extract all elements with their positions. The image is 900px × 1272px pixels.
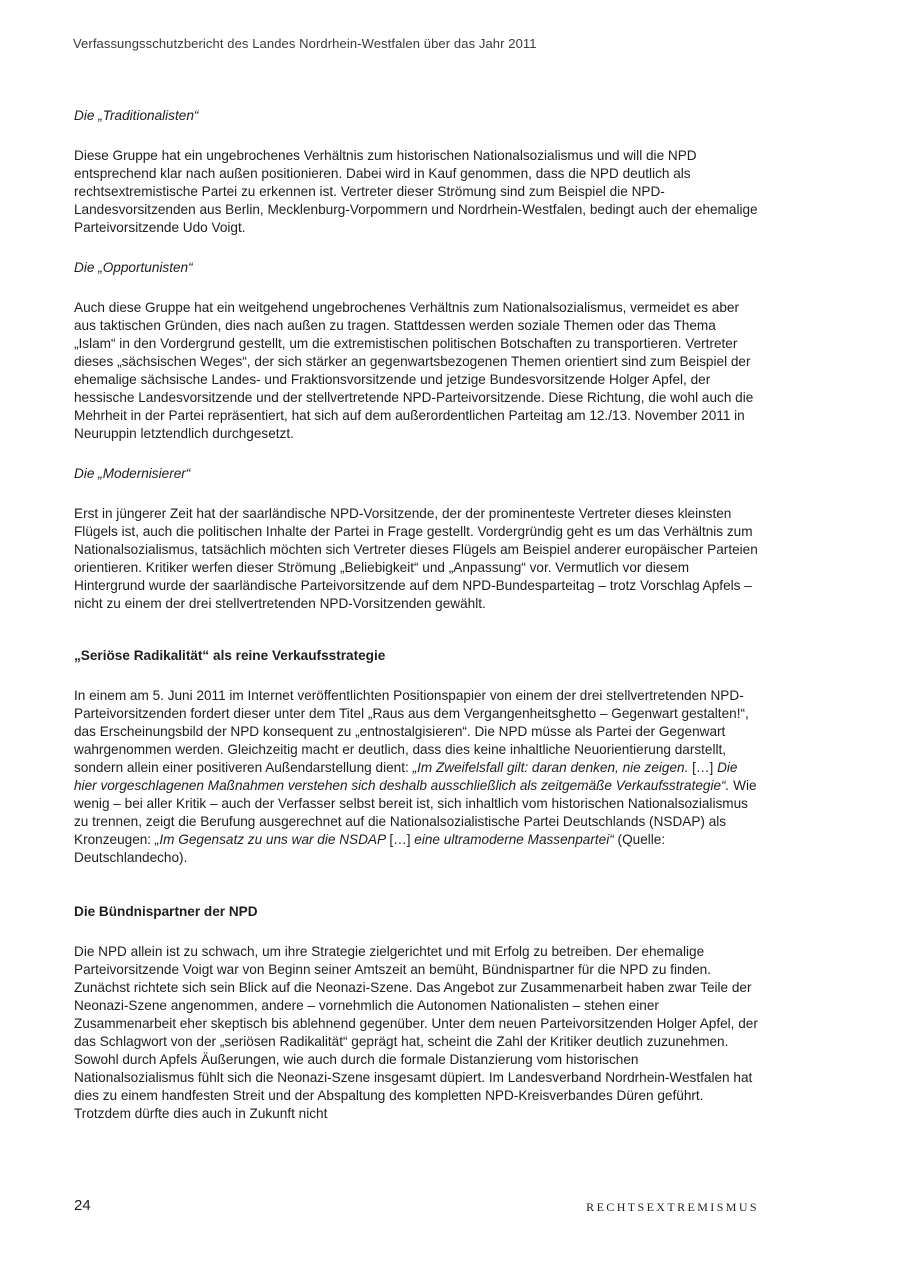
page-number: 24	[74, 1197, 91, 1214]
page-body	[74, 107, 760, 1145]
radikalitaet-text-3: (Quelle: Deutschlandecho).	[74, 832, 666, 865]
section-heading-radikalitaet: „Seriöse Radikalität“ als reine Verkaufsstrategie	[74, 648, 386, 663]
radikalitaet-text-2: Wie wenig – bei aller Kritik – auch der Verfasser selbst bereit ist, sich inhaltlich vom historischen Nationalsozialismus zu trennen, zeigt die Berufung ausgerechnet auf die Nationalsozialistische Partei Deutschlands (NSDAP) als Kronzeugen:	[74, 778, 757, 847]
radikalitaet-quote-1: „Im Zweifelsfall gilt: daran denken, nie zeigen.	[412, 760, 693, 775]
radikalitaet-quote-3: „Im Gegensatz zu uns war die NSDAP	[154, 832, 390, 847]
paragraph-traditionalisten: Diese Gruppe hat ein ungebrochenes Verhältnis zum historischen Nationalsozialismus und will die NPD entsprechend klar nach außen positionieren. Dabei wird in Kauf genommen, dass die NPD deutlich als rechtsextremistische Partei zu erkennen ist. Vertreter dieser Strömung sind zum Beispiel die NPD-Landesvorsitzenden aus Berlin, Mecklenburg-Vorpommern und Nordrhein-Westfalen, bedingt auch der ehemalige Parteivorsitzende Udo Voigt.	[74, 148, 758, 235]
subheading-traditionalisten: Die „Traditionalisten“	[74, 108, 199, 123]
subheading-modernisierer: Die „Modernisierer“	[74, 466, 191, 481]
radikalitaet-ellipsis-2: […]	[389, 832, 411, 847]
paragraph-opportunisten: Auch diese Gruppe hat ein weitgehend ungebrochenes Verhältnis zum Nationalsozialismus, vermeidet es aber aus taktischen Gründen, dies nach außen zu tragen. Stattdessen werden soziale Themen oder das Thema „Islam“ in den Vordergrund gestellt, um die extremistischen politischen Botschaften zu transportieren. Vertreter dieses „sächsischen Weges“, der sich stärker an gegenwartsbezogenen Themen orientiert sind zum Beispiel der ehemalige sächsische Landes- und Fraktionsvorsitzende und jetzige Bundesvorsitzende Holger Apfel, der hessische Landesvorsitzende und der stellvertretende NPD-Parteivorsitzende. Diese Richtung, die wohl auch die Mehrheit in der Partei repräsentiert, hat sich auf dem außerordentlichen Parteitag am 12./13. November 2011 in Neuruppin letztendlich durchgesetzt.	[74, 300, 754, 441]
section-heading-buendnispartner: Die Bündnispartner der NPD	[74, 904, 258, 919]
subheading-opportunisten: Die „Opportunisten“	[74, 260, 193, 275]
radikalitaet-quote-4: eine ultramoderne Massenpartei“	[410, 832, 614, 847]
paragraph-modernisierer: Erst in jüngerer Zeit hat der saarländische NPD-Vorsitzende, der der prominenteste Vertreter dieses kleinsten Flügels ist, auch die politischen Inhalte der Partei in Frage gestellt. Vordergründig geht es um das Verhältnis zum Nationalsozialismus, tatsächlich möchten sich Vertreter dieses Flügels am Beispiel anderer europäischer Parteien orientieren. Kritiker werfen dieser Strömung „Beliebigkeit“ und „Anpassung“ vor. Vermutlich vor diesem Hintergrund wurde der saarländische Parteivorsitzende auf dem NPD-Bundesparteitag – trotz Vorschlag Apfels – nicht zu einem der drei stellvertretenden NPD-Vorsitzenden gewählt.	[74, 506, 758, 611]
radikalitaet-ellipsis-1: […]	[692, 760, 714, 775]
footer-section-label: RECHTSEXTREMISMUS	[586, 1200, 759, 1214]
radikalitaet-quote-2: Die hier vorgeschlagenen Maßnahmen verstehen sich deshalb ausschließlich als zeitgemäße Verkaufsstrategie“.	[74, 760, 738, 793]
paragraph-buendnispartner: Die NPD allein ist zu schwach, um ihre Strategie zielgerichtet und mit Erfolg zu betreiben. Der ehemalige Parteivorsitzende Voigt war von Beginn seiner Amtszeit an bemüht, Bündnispartner für die NPD zu finden. Zunächst richtete sich sein Blick auf die Neonazi-Szene. Das Angebot zur Zusammenarbeit haben zwar Teile der Neonazi-Szene angenommen, andere – vornehmlich die Autonomen Nationalisten – stehen einer Zusammenarbeit eher skeptisch bis ablehnend gegenüber. Unter dem neuen Parteivorsitzenden Holger Apfel, der das Schlagwort von der „seriösen Radikalität“ geprägt hat, scheint die Zahl der Kritiker deutlich zuzunehmen. Sowohl durch Apfels Äußerungen, wie auch durch die formale Distanzierung vom historischen Nationalsozialismus fühlt sich die Neonazi-Szene insgesamt düpiert. Im Landesverband Nordrhein-Westfalen hat dies zu einem handfesten Streit und der Abspaltung des kompletten NPD-Kreisverbandes Düren geführt. Trotzdem dürfte dies auch in Zukunft nicht	[74, 944, 758, 1121]
paragraph-radikalitaet	[74, 687, 760, 867]
running-header: Verfassungsschutzbericht des Landes Nordrhein-Westfalen über das Jahr 2011	[73, 36, 537, 51]
radikalitaet-text-1: In einem am 5. Juni 2011 im Internet veröffentlichten Positionspapier von einem der drei stellvertretenden NPD-Parteivorsitzenden fordert dieser unter dem Titel „Raus aus dem Vergangenheitsghetto – Gegenwart gestalten!“, das Erscheinungsbild der NPD konsequent zu „entnostalgisieren“. Die NPD müsse als Partei der Gegenwart wahrgenommen werden. Gleichzeitig macht er deutlich, dass dies keine inhaltliche Neuorientierung darstellt, sondern allein einer positiveren Außendarstellung dient:	[74, 688, 749, 775]
